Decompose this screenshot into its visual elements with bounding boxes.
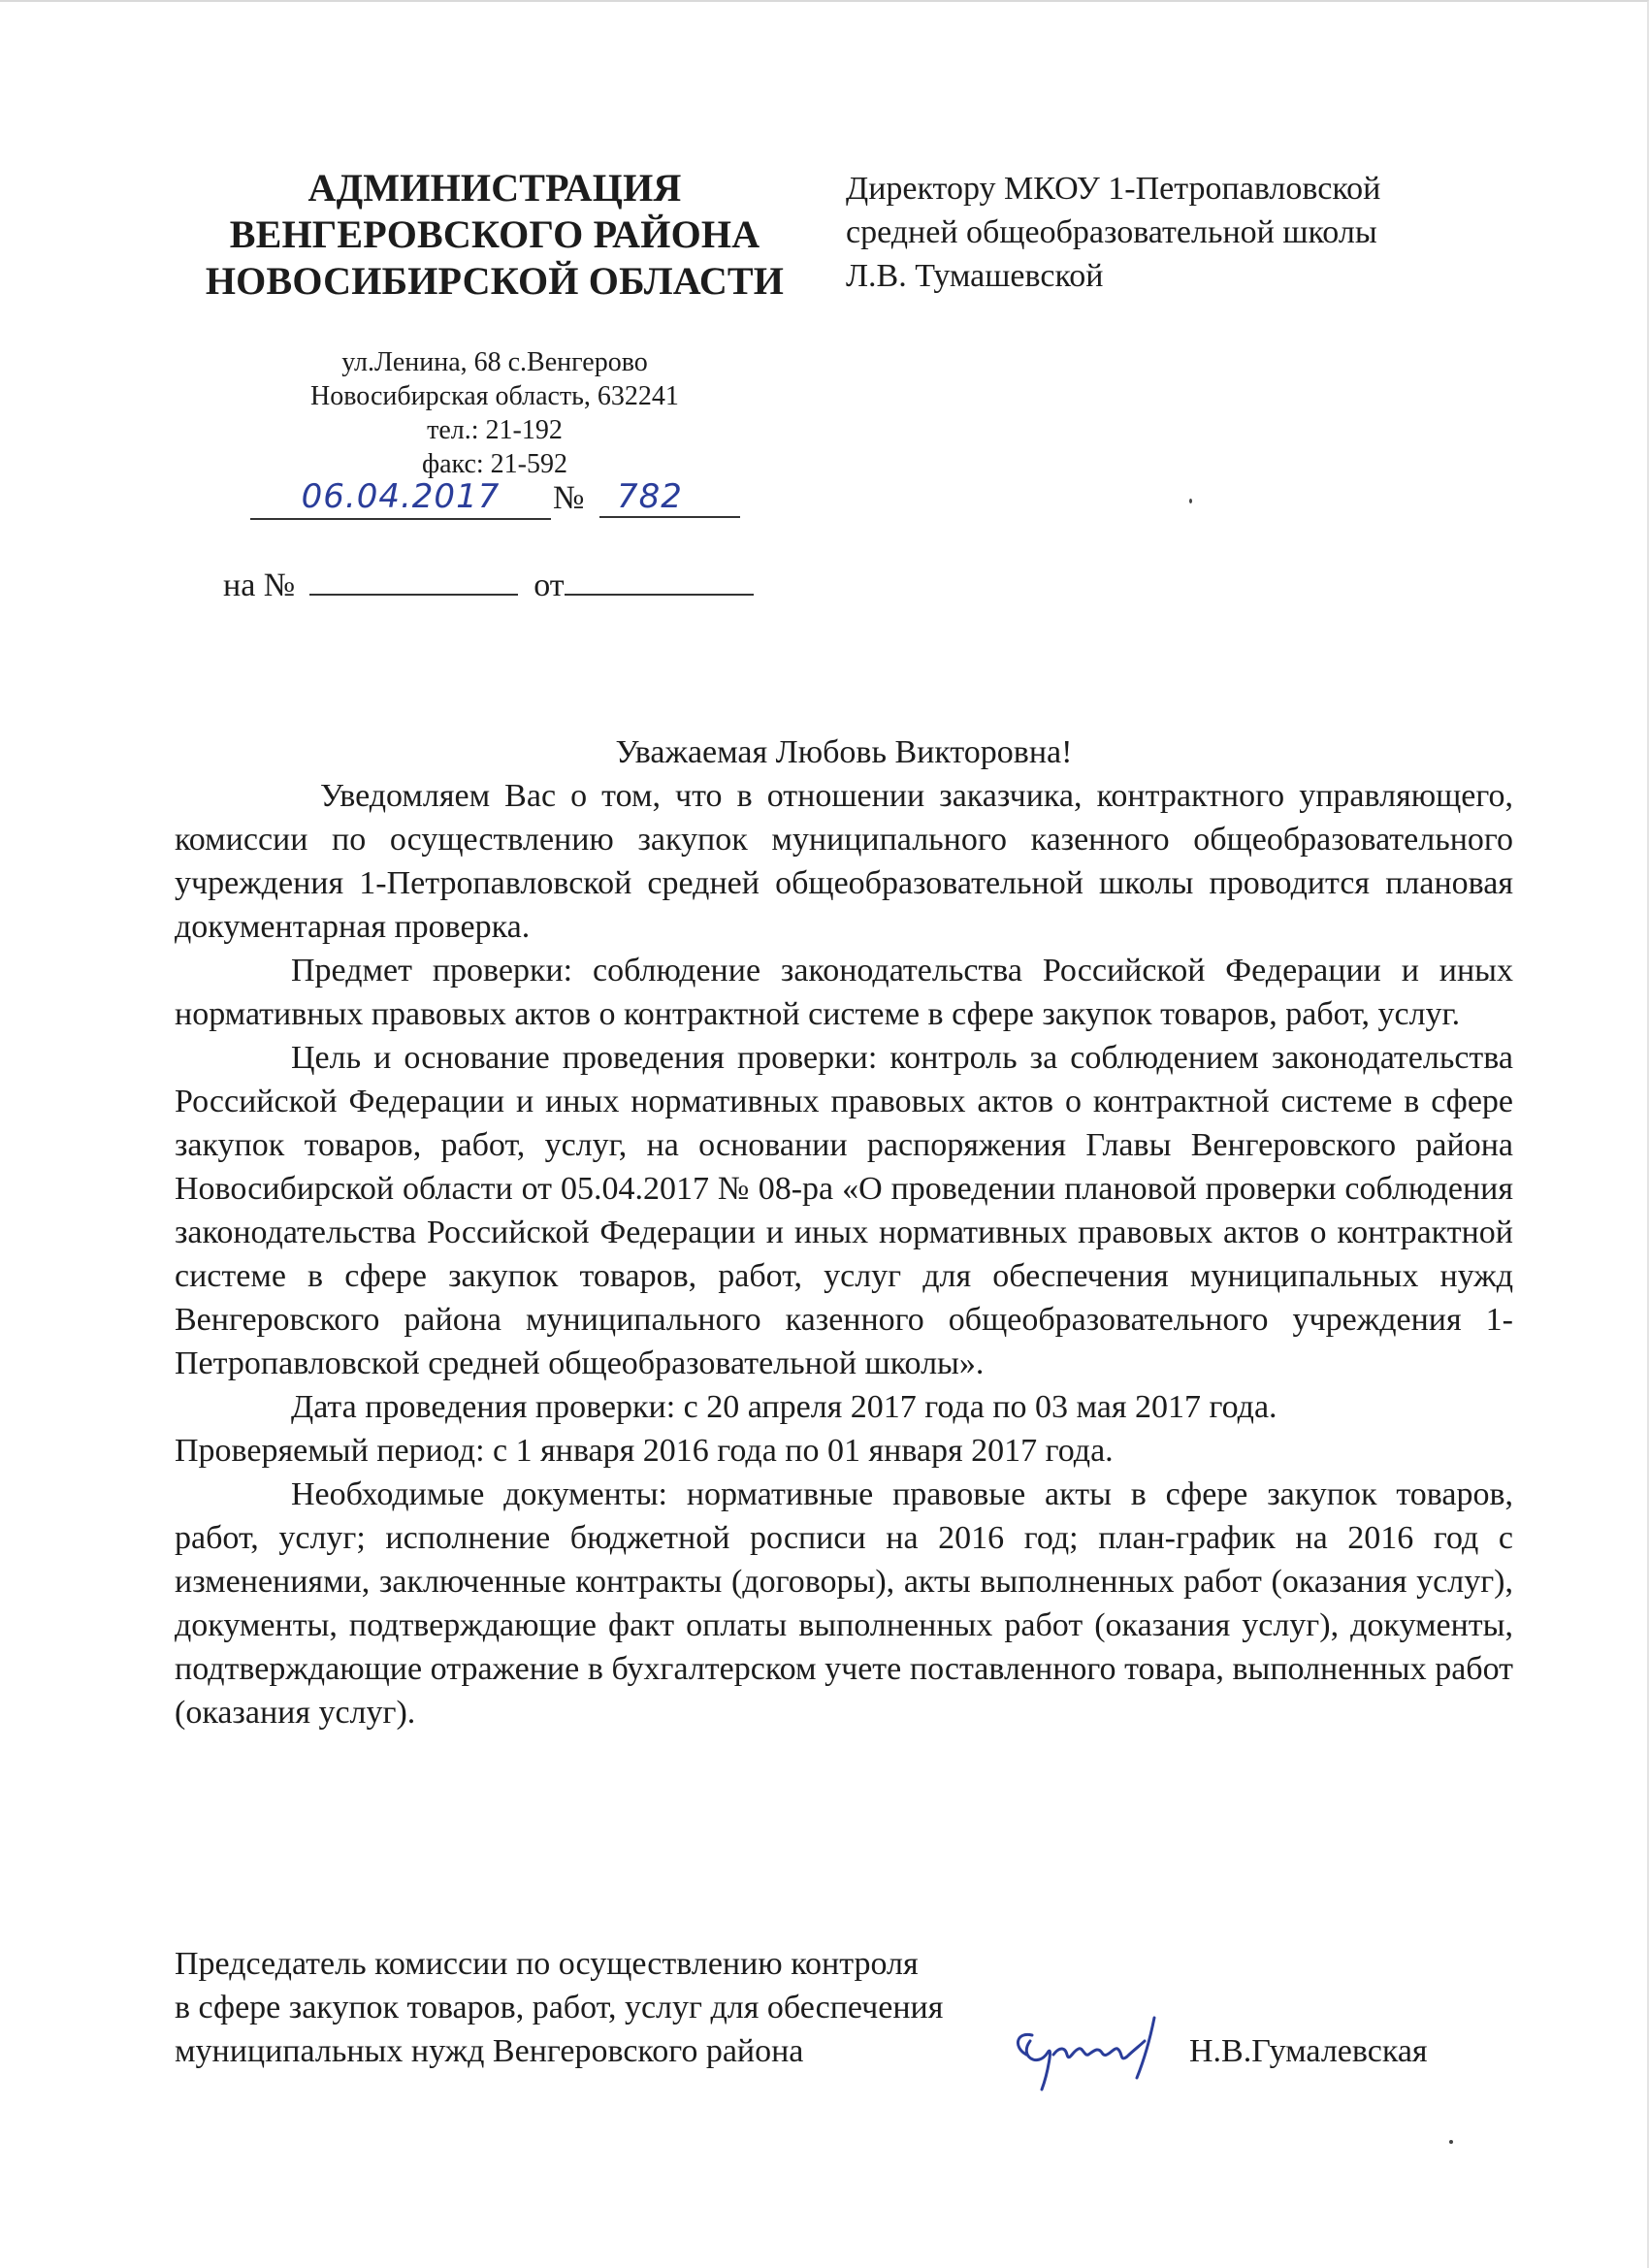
- paragraph-period: Проверяемый период: с 1 января 2016 года по 01 января 2017 года.: [175, 1433, 1114, 1469]
- signature-title-line-1: Председатель комиссии по осуществлению контроля: [175, 1946, 919, 1982]
- registration-line: [250, 477, 740, 520]
- scan-speck: [1189, 499, 1192, 503]
- org-name-line-2: ВЕНГЕРОВСКОГО РАЙОНА: [229, 212, 760, 256]
- handwritten-signature: [1009, 1998, 1193, 2095]
- address-fax: факс: 21-592: [421, 449, 567, 479]
- reference-date-blank: [565, 561, 754, 596]
- sender-block: [175, 165, 815, 481]
- registration-number: 782: [599, 477, 740, 518]
- org-name-line-3: НОВОСИБИРСКОЙ ОБЛАСТИ: [205, 259, 785, 303]
- address-street: ул.Ленина, 68 с.Венгерово: [341, 347, 648, 377]
- address-phone: тел.: 21-192: [427, 415, 563, 445]
- letter-body: [175, 774, 1513, 1734]
- signer-name: Н.В.Гумалевская: [1189, 2033, 1428, 2069]
- reference-number-blank: [309, 561, 518, 596]
- paragraph-documents: Необходимые документы: нормативные правовые акты в сфере закупок товаров, работ, услуг; исполнение бюджетной росписи на 2016 год; план-график на 2016 год с изменениями, заключенные контракты (договоры), акты выполненных работ (оказания услуг), документы, подтверждающие факт оплаты выполненных работ (оказания услуг), документы, подтверждающие отражение в бухгалтерском учете поставленного товара, выполненных работ (оказания услуг).: [175, 1476, 1513, 1731]
- scan-speck: [1449, 2140, 1453, 2144]
- addressee-block: [846, 167, 1525, 298]
- addressee-line-3: Л.В. Тумашевской: [846, 258, 1104, 294]
- addressee-line-2: средней общеобразовательной школы: [846, 214, 1377, 250]
- paragraph-subject: Предмет проверки: соблюдение законодательства Российской Федерации и иных нормативных правовых актов о контрактной системе в сфере закупок товаров, работ, услуг.: [175, 953, 1513, 1032]
- registration-date: 06.04.2017: [250, 477, 551, 520]
- reference-number-label: на №: [223, 567, 296, 603]
- paragraph-dates: Дата проведения проверки: с 20 апреля 2017 года по 03 мая 2017 года.: [291, 1389, 1277, 1425]
- org-name-line-1: АДМИНИСТРАЦИЯ: [307, 166, 682, 210]
- addressee-line-1: Директору МКОУ 1-Петропавловской: [846, 171, 1381, 207]
- signature-title-line-3: муниципальных нужд Венгеровского района: [175, 2033, 804, 2069]
- signature-title-line-2: в сфере закупок товаров, работ, услуг для обеспечения: [175, 1990, 944, 2025]
- reference-date-label: от: [534, 567, 565, 603]
- salutation: Уважаемая Любовь Викторовна!: [615, 734, 1073, 770]
- reference-line: [223, 561, 754, 607]
- paragraph-purpose: Цель и основание проведения проверки: контроль за соблюдением законодательства Российской Федерации и иных нормативных правовых актов о контрактной системе в сфере закупок товаров, работ, услуг, на основании распоряжения Главы Венгеровского района Новосибирской области от 05.04.2017 № 08-ра «О проведении плановой проверки соблюдения законодательства Российской Федерации и иных нормативных правовых актов о контрактной системе в сфере закупок товаров, работ, услуг для обеспечения муниципальных нужд Венгеровского района муниципального казенного общеобразовательного учреждения 1-Петропавловской средней общеобразовательной школы».: [175, 1040, 1513, 1381]
- sender-address: [175, 345, 815, 481]
- paragraph-notice: Уведомляем Вас о том, что в отношении заказчика, контрактного управляющего, комиссии по осуществлению закупок муниципального казенного общеобразовательного учреждения 1-Петропавловской средней общеобразовательной школы проводится плановая документарная проверка.: [175, 778, 1513, 945]
- address-region: Новосибирская область, 632241: [310, 381, 679, 411]
- registration-number-label: №: [553, 480, 585, 516]
